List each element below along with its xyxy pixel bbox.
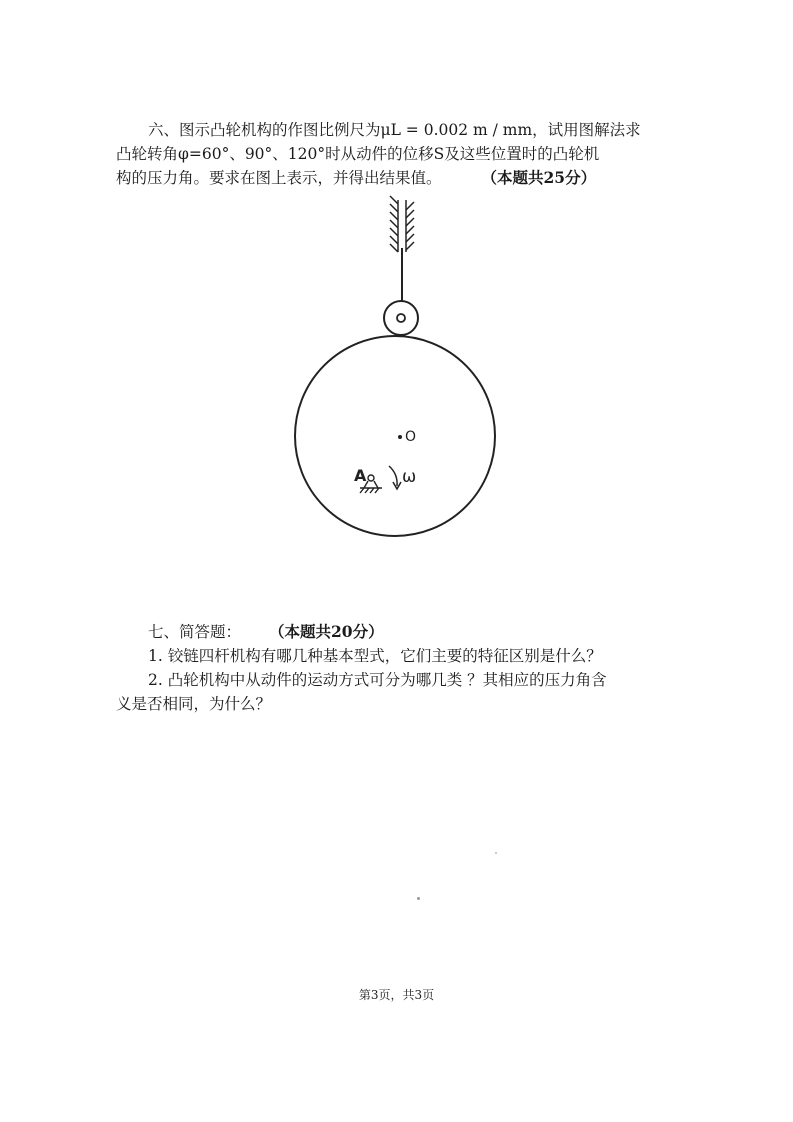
- question-7-item-1: 1. 铰链四杆机构有哪几种基本型式，它们主要的特征区别是什么？: [148, 647, 602, 665]
- question-7-heading-line: [116, 620, 686, 644]
- question-7-item-2-line-1: 2. 凸轮机构中从动件的运动方式可分为哪几类 ？其相应的压力角含: [148, 671, 607, 689]
- question-6-line-3-text: 构的压力角。要求在图上表示，并得出结果值。: [116, 169, 442, 187]
- question-7-points: （本题共20分）: [269, 622, 384, 641]
- cam-center-dot: [398, 435, 402, 439]
- cam-center-label: O: [405, 429, 417, 445]
- scan-speck: [495, 852, 497, 854]
- cam-profile: [295, 336, 495, 536]
- question-6-points: （本题共25分）: [481, 168, 597, 187]
- omega-label: ω: [402, 467, 417, 487]
- question-7: [116, 620, 686, 716]
- question-6-line-1: 六、图示凸轮机构的作图比例尺为μL = 0.002 m / mm，试用图解法求: [148, 121, 641, 139]
- pivot-label: A: [354, 466, 367, 485]
- scan-speck: [417, 897, 420, 900]
- follower-guide: [390, 196, 414, 252]
- question-7-item-2-line-2: 义是否相同，为什么？: [116, 695, 272, 713]
- page-footer: 第3页，共3页: [358, 988, 435, 1002]
- question-7-heading: 七、简答题：: [148, 623, 242, 641]
- roller-pin: [397, 314, 405, 322]
- question-6-line-2: 凸轮转角φ=60°、90°、120°时从动件的位移S及这些位置时的凸轮机: [116, 145, 600, 163]
